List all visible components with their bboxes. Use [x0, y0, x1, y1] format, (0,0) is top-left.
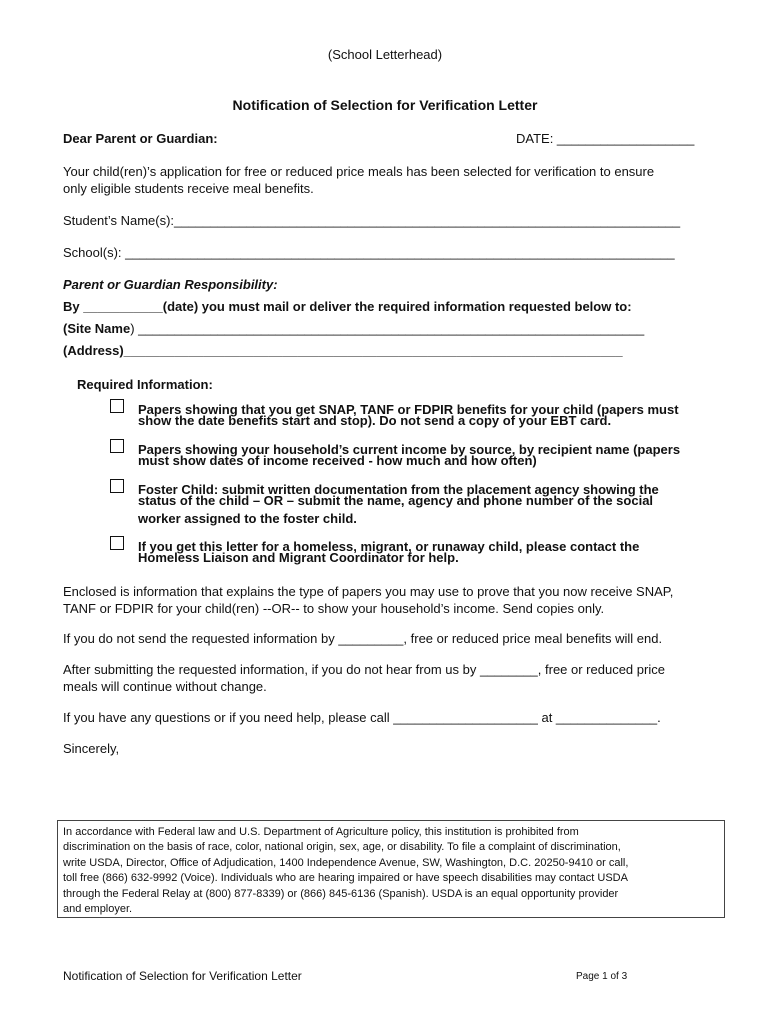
nondiscrimination-notice — [57, 820, 725, 918]
deadline-line: By ___________(date) you must mail or deliver the required information requested below to: — [63, 299, 632, 314]
required-item-3-line-3: worker assigned to the foster child. — [138, 511, 357, 526]
required-item-2-line-1: Papers showing your household’s current income by source, by recipient name (papers — [138, 442, 681, 457]
salutation: Dear Parent or Guardian: — [63, 131, 218, 146]
checkbox-homeless-child[interactable] — [110, 536, 124, 550]
required-item-1-line-2: show the date benefits start and stop). Do not send a copy of your EBT card. — [138, 413, 612, 428]
notice-line: through the Federal Relay at (800) 877-8339) or (866) 845-6136 (Spanish). USDA is an equal opportunity provider — [63, 887, 619, 900]
student-name-field: Student’s Name(s):______________________________________________________________________ — [63, 213, 681, 228]
notice-line: and employer. — [63, 903, 133, 916]
site-name-field — [63, 321, 644, 336]
footer-document-title: Notification of Selection for Verification Letter — [63, 969, 302, 983]
required-item-2-line-2: must show dates of income received - how much and how often) — [138, 453, 537, 468]
page-number: Page 1 of 3 — [576, 971, 628, 982]
checkbox-income-papers[interactable] — [110, 439, 124, 453]
deadline-notice: If you do not send the requested information by _________, free or reduced price meal benefits will end. — [63, 631, 663, 646]
questions-line: If you have any questions or if you need help, please call ____________________ at ______________. — [63, 710, 661, 725]
after-submit-line-1: After submitting the requested information, if you do not hear from us by ________, free or reduced price — [63, 662, 665, 677]
enclosed-line-2: TANF or FDPIR for your child(ren) --OR-- to show your household’s income. Send copies only. — [63, 601, 605, 616]
required-item-1-line-1: Papers showing that you get SNAP, TANF or FDPIR benefits for your child (papers must — [138, 402, 679, 417]
page-title: Notification of Selection for Verification Letter — [232, 97, 538, 113]
checkbox-foster-child[interactable] — [110, 479, 124, 493]
checkbox-snap-papers[interactable] — [110, 399, 124, 413]
intro-line-2: only eligible students receive meal benefits. — [63, 181, 314, 196]
site-name-blank: ) ______________________________________________________________________ — [130, 321, 645, 336]
closing: Sincerely, — [63, 741, 120, 756]
address-field: (Address)_____________________________________________________________________ — [63, 343, 623, 358]
required-item-4-line-1: If you get this letter for a homeless, migrant, or runaway child, please contact the — [138, 539, 640, 554]
school-field: School(s): ____________________________________________________________________________ — [63, 245, 675, 260]
required-item-4-line-2: Homeless Liaison and Migrant Coordinator for help. — [138, 550, 459, 565]
enclosed-line-1: Enclosed is information that explains the type of papers you may use to prove that you now receive SNAP, — [63, 584, 674, 599]
responsibility-heading: Parent or Guardian Responsibility: — [63, 277, 278, 292]
required-item-3-line-1: Foster Child: submit written documentation from the placement agency showing the — [138, 482, 659, 497]
site-name-label: (Site Name — [63, 321, 131, 336]
after-submit-line-2: meals will continue without change. — [63, 679, 267, 694]
date-field: DATE: ___________________ — [516, 131, 695, 146]
letterhead-placeholder: (School Letterhead) — [327, 47, 443, 62]
required-info-heading: Required Information: — [77, 377, 213, 392]
notice-line: In accordance with Federal law and U.S. Department of Agriculture policy, this institution is prohibited from — [63, 826, 579, 838]
required-item-4 — [138, 541, 639, 563]
notice-line: write USDA, Director, Office of Adjudication, 1400 Independence Avenue, SW, Washington, D.C. 20250-9410 or call, — [63, 856, 629, 869]
notice-line: toll free (866) 632-9992 (Voice). Individuals who are hearing impaired or have speech disabilities may contact USDA — [63, 872, 628, 885]
required-item-3 — [138, 484, 659, 524]
notice-line: discrimination on the basis of race, color, national origin, sex, age, or disability. To file a complaint of discrimination, — [63, 841, 621, 854]
required-item-2 — [138, 444, 680, 466]
intro-line-1: Your child(ren)’s application for free or reduced price meals has been selected for verification to ensure — [63, 164, 655, 179]
required-item-1 — [138, 404, 679, 426]
required-item-3-line-2: status of the child – OR – submit the name, agency and phone number of the social — [138, 493, 654, 508]
